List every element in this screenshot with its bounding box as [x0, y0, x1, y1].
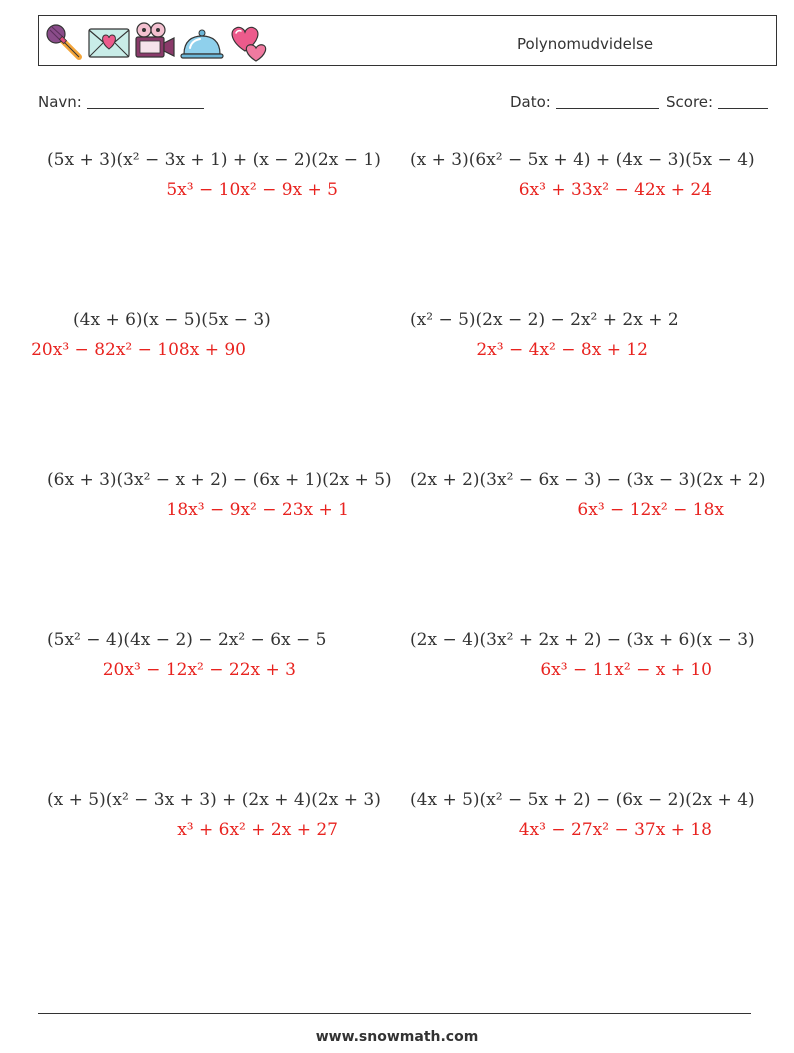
name-field	[38, 93, 204, 111]
problem-10-question: (4x + 5)(x² − 5x + 2) − (6x − 2)(2x + 4)	[410, 790, 755, 810]
problem-3-answer: 20x³ − 82x² − 108x + 90	[31, 340, 246, 360]
score-field	[666, 93, 768, 111]
problem-4-question: (x² − 5)(2x − 2) − 2x² + 2x + 2	[410, 310, 679, 330]
problem-10-answer: 4x³ − 27x² − 37x + 18	[518, 820, 712, 840]
problem-1-question: (5x + 3)(x² − 3x + 1) + (x − 2)(2x − 1)	[47, 150, 381, 170]
name-blank[interactable]	[87, 93, 204, 109]
love-letter-icon	[87, 21, 131, 61]
footer-divider	[38, 1013, 751, 1014]
movie-camera-icon	[133, 21, 177, 61]
problem-3-question: (4x + 6)(x − 5)(5x − 3)	[73, 310, 271, 330]
problem-7-question: (5x² − 4)(4x − 2) − 2x² − 6x − 5	[47, 630, 327, 650]
problem-2-question: (x + 3)(6x² − 5x + 4) + (4x − 3)(5x − 4)	[410, 150, 755, 170]
problem-7-answer: 20x³ − 12x² − 22x + 3	[102, 660, 296, 680]
page-title: Polynomudvidelse	[517, 35, 654, 53]
problem-1-answer: 5x³ − 10x² − 9x + 5	[166, 180, 338, 200]
problem-9-question: (x + 5)(x² − 3x + 3) + (2x + 4)(2x + 3)	[47, 790, 381, 810]
footer-url[interactable]: www.snowmath.com	[315, 1029, 479, 1045]
name-label: Navn:	[38, 93, 82, 111]
problem-5-answer: 18x³ − 9x² − 23x + 1	[166, 500, 349, 520]
date-blank[interactable]	[556, 93, 659, 109]
two-hearts-icon	[227, 21, 271, 63]
problem-6-answer: 6x³ − 12x² − 18x	[577, 500, 724, 520]
score-label: Score:	[666, 93, 714, 111]
problem-2-answer: 6x³ + 33x² − 42x + 24	[518, 180, 712, 200]
problem-8-answer: 6x³ − 11x² − x + 10	[540, 660, 712, 680]
problem-6-question: (2x + 2)(3x² − 6x − 3) − (3x − 3)(2x + 2)	[410, 470, 766, 490]
problem-8-question: (2x − 4)(3x² + 2x + 2) − (3x + 6)(x − 3)	[410, 630, 755, 650]
worksheet-header	[38, 15, 777, 66]
score-blank[interactable]	[718, 93, 768, 109]
problem-9-answer: x³ + 6x² + 2x + 27	[177, 820, 338, 840]
header-icons	[43, 21, 271, 63]
microphone-icon	[43, 21, 85, 61]
problem-4-answer: 2x³ − 4x² − 8x + 12	[476, 340, 648, 360]
serving-cloche-icon	[179, 21, 225, 61]
date-label: Dato:	[510, 93, 551, 111]
date-field	[510, 93, 659, 111]
problem-5-question: (6x + 3)(3x² − x + 2) − (6x + 1)(2x + 5)	[47, 470, 392, 490]
